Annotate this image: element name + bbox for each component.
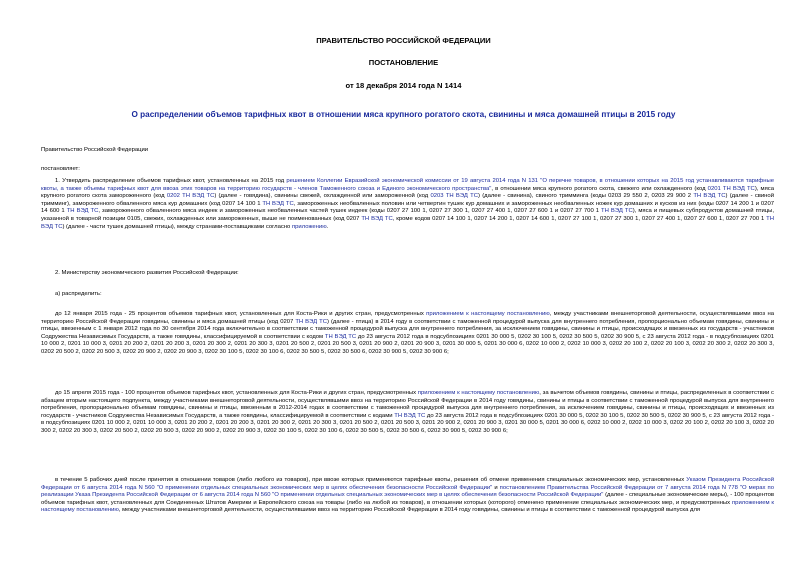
p1-link-tnved[interactable]: ТН ВЭД ТС bbox=[262, 200, 294, 207]
p1-link-code-0202[interactable]: 0202 ТН ВЭД ТС bbox=[166, 193, 215, 200]
p4-text: , за вычетом объемов говядины, свинины и птицы, распределенных в соответствии с абзацем вторым настоящего подпункта, между участниками внешнеторговой деятельности, осуществлявшими ввоз на территорию Российской Федерации в 2014 году говядины, свинины и птицы в соответствии с таможенной процедурой выпуска для внутреннего потребления, пропорционально объемам говядины, свинины и птицы, ввезенным в 2012-2014 годах в соответствии с таможенной процедурой выпуска для внутреннего потребления, за исключением говядины, свинины и птицы, происходящих и ввезенных из государств - участников Содружества Независимых Государств, а также говядины, классифицируемой в соответствии с кодами bbox=[41, 390, 775, 419]
p4-link-appendix[interactable]: приложением к настоящему постановлению bbox=[417, 390, 540, 396]
date-number-heading: от 18 декабря 2014 года N 1414 bbox=[345, 81, 462, 90]
p1-text: ) (далее - части тушек домашней птицы), между странами-поставщиками согласно bbox=[62, 223, 292, 230]
p3-link-appendix[interactable]: приложением к настоящему постановлению bbox=[426, 311, 550, 317]
p1-link-tnved[interactable]: ТН ВЭД ТС bbox=[41, 215, 775, 230]
p1-link-tnved[interactable]: ТН ВЭД ТС bbox=[693, 193, 726, 200]
p1-text: ), мяса крупного рогатого скота замороженного (код bbox=[41, 185, 774, 200]
resolves-line: постановляет: bbox=[41, 166, 80, 172]
p3-link-tnved[interactable]: ТН ВЭД ТС bbox=[324, 333, 357, 340]
paragraph-2: 2. Министерству экономического развития Российской Федерации: bbox=[55, 270, 239, 276]
p3-text: ) (далее - птица) в 2014 году в соответствии с таможенной процедурой выпуска для внутреннего потребления, пропорционально объемам говядины, свинины и птицы, ввезенным с 1 января 2012 года по 30 сентября 2014 года включительно в соответствии с таможенной процедурой выпуска для внутреннего потребления, за исключением говядины, свинины и птицы, происходящих и ввезенных из государств - участников Содружества Независимых Государств, а также говядины, классифицируемой в соответствии с кодом bbox=[41, 318, 774, 340]
p1-link-tnved[interactable]: ТН ВЭД ТС bbox=[601, 208, 633, 215]
p1-link-appendix[interactable]: приложению bbox=[291, 223, 327, 230]
p1-text: , замороженного обваленного мяса индеек и замороженных необваленных частей тушек индеек (коды 0207 27 100 1, 0207 27 300 1, 0207 27 400 1, 0207 27 600 1 и 0207 27 700 1 bbox=[98, 208, 602, 215]
p3-link-tnved[interactable]: ТН ВЭД ТС bbox=[295, 318, 327, 325]
p5-link-resolution-778[interactable]: постановлением Правительства Российской Федерации от 7 августа 2014 года N 778 "О мерах по реализации Указа Президента Российской Федерации от 6 августа 2014 года N 560 "О применении отдельных специальных экономических мер в целях обеспечения безопасности Российской Федерации" bbox=[41, 484, 774, 499]
p3-text: , между участниками внешнеторговой деятельности, осуществлявшими ввоз на территорию Российской Федерации говядины, свинины и мяса домашней птицы (код 0207 bbox=[41, 311, 774, 325]
p1-text: ), мяса и пищевых субпродуктов домашней птицы, указанной в товарной позиции 0105, свежих, охлажденных или замороженных, выше не поименованных (код 0207 bbox=[41, 208, 775, 222]
p4-link-tnved[interactable]: ТН ВЭД ТС bbox=[394, 412, 426, 419]
p1-text: , кроме кодов 0207 14 100 1, 0207 14 200 1, 0207 14 600 1, 0207 27 100 1, 0207 27 300 1, 0207 27 400 1, 0207 27 600 1, 0207 27 700 1 bbox=[392, 215, 767, 222]
p1-text: ) (далее - свинина), свиного тримминга (коды 0203 29 550 2, 0203 29 900 2 bbox=[477, 193, 694, 200]
p5-text: и bbox=[492, 484, 500, 491]
p5-text: (далее - специальные экономические меры), - 100 процентов объемов тарифных квот, установленных для Соединенных Штатов Америки и Европейского союза на товары (либо на любой из товаров), в отношении которых (которого) отменено применение специальных экономических мер, и предусмотренных bbox=[41, 492, 774, 506]
p1-text: ) (далее - говядина), свинины свежей, охлажденной или замороженной (код bbox=[214, 193, 431, 200]
document-type-heading: ПОСТАНОВЛЕНИЕ bbox=[368, 58, 439, 67]
p1-text: ) (далее - свиной тримминг), замороженного обваленного мяса кур домашних (код 0207 14 100 1 bbox=[41, 193, 775, 207]
p5-text: в течение 5 рабочих дней после принятия в отношении товаров (либо любого из товаров), при ввозе которых применяются тарифные квоты, решения об отмене применения специальных экономических мер, установленных bbox=[55, 477, 687, 483]
p1-link-tnved[interactable]: ТН ВЭД ТС bbox=[66, 208, 99, 215]
paragraph-4 bbox=[41, 390, 774, 436]
p1-text: , замороженных необваленных половин или четвертин тушек кур домашних и замороженных необваленных ножек кур домашних и кусков из них (коды 0207 14 200 1 и 0207 14 600 1 bbox=[41, 200, 775, 215]
p5-text: , между участниками внешнеторговой деятельности, осуществлявшими ввоз на территорию Российской Федерации в 2014 году говядины, свинины и птицы в соответствии с таможенной процедурой выпуска для bbox=[118, 507, 701, 514]
p1-link-code-0203[interactable]: 0203 ТН ВЭД ТС bbox=[430, 193, 478, 200]
government-heading: ПРАВИТЕЛЬСТВО РОССИЙСКОЙ ФЕДЕРАЦИИ bbox=[316, 36, 491, 45]
p3-text: до 12 января 2015 года - 25 процентов объемов тарифных квот, установленных для Коста-Рики и других стран, предусмотренных bbox=[55, 311, 427, 317]
intro-line: Правительство Российской Федерации bbox=[41, 147, 149, 153]
paragraph-5 bbox=[41, 477, 774, 515]
paragraph-3 bbox=[41, 311, 774, 357]
p1-text: , в отношении мяса крупного рогатого скота, свежего или охлажденного (код bbox=[491, 185, 708, 192]
p1-link-code-0201[interactable]: 0201 ТН ВЭД ТС bbox=[707, 185, 755, 192]
p4-text: до 15 апреля 2015 года - 100 процентов объемов тарифных квот, установленных для Коста-Рики и других стран, предусмотренных bbox=[55, 390, 418, 396]
p1-text: . bbox=[326, 223, 329, 230]
paragraph-1 bbox=[41, 178, 774, 231]
p4-text: до 23 августа 2012 года в подсубпозициях 0201 30 000 5, 0202 30 100 5, 0202 30 500 5, 0202 30 900 5, с 23 августа 2012 года - в подсубпозициях 0201 10 000 2, 0201 10 000 3, 0201 20 200 2, 0201 20 200 3, 0201 20 300 2, 0201 20 300 3, 0201 20 500 2, 0201 20 500 3, 0201 20 900 2, 0201 20 900 3, 0201 30 000 5, 0201 30 000 6, 0202 10 000 2, 0202 10 000 3, 0202 20 100 2, 0202 20 100 3, 0202 20 300 2, 0202 20 300 3, 0202 20 500 2, 0202 20 500 3, 0202 20 900 2, 0202 20 900 3, 0202 30 100 5, 0202 30 100 6, 0202 30 500 5, 0202 30 500 6, 0202 30 900 5, 0202 30 900 6; bbox=[41, 412, 775, 434]
document-title: О распределении объемов тарифных квот в отношении мяса крупного рогатого скота, свинины и мяса домашней птицы в 2015 году bbox=[131, 110, 676, 119]
p5-link-appendix[interactable]: приложением к настоящему постановлению bbox=[41, 499, 774, 514]
subparagraph-a: а) распределить: bbox=[55, 291, 102, 297]
p1-text: 1. Утвердить распределение объемов тарифных квот, установленных на 2015 год bbox=[55, 178, 287, 184]
p1-link-tnved[interactable]: ТН ВЭД ТС bbox=[361, 215, 393, 222]
p5-link-decree-560[interactable]: Указом Президента Российской Федерации от 6 августа 2014 года N 560 "О применении отдельных специальных экономических мер в целях обеспечения безопасности Российской Федерации" bbox=[41, 477, 774, 491]
p3-text: до 23 августа 2012 года в подсубпозициях 0201 30 000 5, 0202 30 100 5, 0202 30 500 5, 0202 30 900 5, с 23 августа 2012 года - в подсубпозициях 0201 10 000 2, 0201 10 000 3, 0201 20 200 2, 0201 20 200 3, 0201 20 300 2, 0201 20 300 3, 0201 20 500 2, 0201 20 500 3, 0201 20 900 2, 0201 20 900 3, 0201 30 000 5, 0201 30 000 6, 0202 10 000 2, 0202 10 000 3, 0202 20 100 2, 0202 20 100 3, 0202 20 300 2, 0202 20 300 3, 0202 20 500 2, 0202 20 500 3, 0202 20 900 2, 0202 20 900 3, 0202 30 100 5, 0202 30 100 6, 0202 30 500 5, 0202 30 500 6, 0202 30 900 5, 0202 30 900 6; bbox=[41, 333, 774, 355]
p1-link-decision-131[interactable]: решением Коллегии Евразийской экономической комиссии от 19 августа 2014 года N 131 "О перечне товаров, в отношении которых на 2015 год устанавливаются тарифные квоты, а также объемы тарифных квот для ввоза этих товаров на территорию государств - членов Таможенного союза и Единого экономического пространства" bbox=[41, 178, 774, 192]
